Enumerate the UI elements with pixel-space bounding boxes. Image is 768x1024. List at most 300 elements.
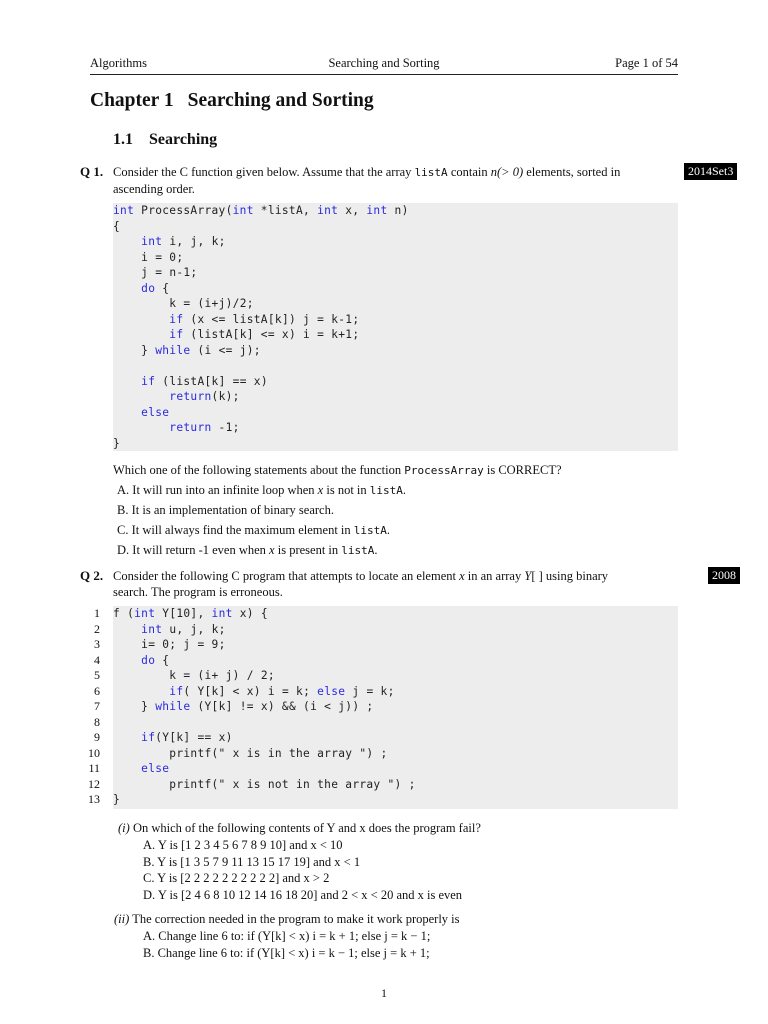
code-token	[113, 747, 169, 760]
code-line	[113, 234, 226, 250]
code-token: [	[211, 700, 219, 713]
line-number: 3	[94, 637, 100, 651]
code-token: ,	[176, 235, 191, 248]
code-token: k	[296, 684, 304, 698]
option-text: It will run into an infinite loop when	[132, 483, 318, 497]
q2-intro-text-a: Consider the following C program that attempts to locate an element	[113, 569, 460, 583]
code-token	[113, 406, 141, 419]
code-token: Y	[162, 607, 170, 620]
code-token: [	[169, 731, 177, 744]
code-token: )	[288, 328, 304, 341]
header-center: Searching and Sorting	[328, 56, 440, 70]
option-letter: A.	[143, 929, 159, 943]
code-token: ,	[197, 235, 212, 248]
code-token: printf	[169, 746, 212, 760]
code-token: k	[331, 328, 339, 341]
code-token: k	[274, 312, 282, 326]
code-keyword: do	[141, 653, 156, 667]
code-line	[113, 312, 359, 328]
code-keyword: if	[169, 684, 184, 698]
code-token: =	[359, 684, 381, 698]
code-line	[113, 327, 359, 343]
code-token: x	[218, 731, 226, 744]
code-token: i	[141, 250, 149, 264]
code-line	[113, 296, 254, 312]
code-token: ") ;	[352, 746, 388, 760]
code-token	[289, 778, 296, 791]
code-token: listA	[197, 328, 233, 341]
code-token: is	[246, 746, 261, 760]
option-code: listA	[369, 484, 403, 497]
option-letter: B.	[117, 503, 132, 517]
q2-intro-math-y: Y	[524, 569, 532, 583]
code-token: )	[260, 374, 268, 388]
code-token	[113, 654, 141, 667]
chapter-number: Chapter 1	[90, 90, 174, 111]
code-token: j	[303, 312, 311, 326]
code-token: x	[239, 607, 247, 620]
code-token: i	[204, 669, 212, 682]
code-token: = (	[176, 297, 205, 310]
code-token	[240, 747, 247, 760]
code-line	[113, 436, 120, 452]
code-token	[113, 421, 169, 434]
code-token: ;	[218, 235, 226, 248]
code-line	[113, 389, 240, 405]
option-text: .	[402, 483, 407, 497]
line-number: 5	[94, 668, 100, 682]
code-keyword: int	[317, 204, 339, 217]
code-token: array	[345, 777, 381, 791]
q1-intro-math: n(> 0)	[490, 165, 524, 179]
code-token: = 0;	[148, 638, 184, 651]
code-token: ) && (	[267, 700, 311, 713]
option-text: It is an implementation of binary search.	[131, 503, 334, 517]
code-token: }	[113, 436, 121, 450]
code-token: )) ;	[345, 700, 374, 713]
code-token	[233, 607, 240, 620]
code-keyword: while	[155, 343, 191, 357]
question-1-prompt	[113, 462, 679, 479]
code-line	[113, 792, 120, 808]
code-line	[113, 374, 268, 390]
code-token: listA	[232, 312, 268, 326]
code-line	[113, 668, 275, 684]
code-line	[113, 343, 261, 359]
code-token: k	[211, 684, 219, 698]
code-token: ])	[281, 312, 304, 326]
option-letter: A.	[143, 838, 158, 852]
option-letter: B.	[143, 945, 158, 960]
question-1-year-tag: 2014Set3	[684, 163, 737, 180]
question-1-label: Q 1.	[80, 164, 104, 179]
question-1-code-block	[113, 203, 678, 451]
code-token	[261, 747, 268, 760]
code-token: ] !=	[225, 700, 261, 713]
code-token: <	[317, 700, 339, 713]
option-text: is present in	[274, 543, 342, 557]
option-letter: D.	[117, 543, 133, 557]
code-line	[113, 761, 169, 777]
code-token	[113, 235, 141, 248]
code-token: )	[225, 731, 233, 744]
code-keyword: int	[366, 204, 388, 217]
q2-intro-text-c: [ ] using binary	[531, 569, 609, 583]
code-token: j	[352, 684, 360, 698]
code-token: n	[394, 204, 402, 217]
code-token: {	[155, 281, 170, 295]
code-token: (	[183, 312, 198, 326]
code-line	[113, 684, 395, 700]
chapter-name: Searching and Sorting	[187, 90, 374, 111]
code-token: ,	[352, 204, 367, 217]
question-2-intro	[113, 568, 679, 600]
code-token: Y	[162, 731, 170, 744]
code-token: <=	[204, 312, 233, 326]
question-2-sub-i	[118, 820, 481, 836]
code-token: [	[267, 312, 275, 326]
option-text: Change line 6 to: if (Y[k] < x) i = k − 1; else j = k + 1;	[157, 945, 430, 960]
code-token: x	[232, 777, 240, 791]
code-token: }	[113, 343, 156, 357]
code-token: n	[169, 266, 177, 279]
code-token: k	[218, 700, 226, 713]
code-token: j	[225, 669, 233, 682]
code-token: Y	[197, 684, 205, 698]
code-keyword: if	[141, 731, 156, 744]
code-token: k	[380, 684, 388, 698]
code-token: ] <	[218, 684, 247, 698]
line-number: 9	[94, 730, 100, 744]
code-token: (	[225, 204, 233, 217]
code-token: (	[183, 328, 198, 341]
code-token: printf	[169, 777, 212, 791]
code-token	[113, 669, 169, 682]
code-token	[113, 297, 169, 310]
code-keyword: int	[141, 235, 163, 248]
code-token: )	[401, 204, 409, 217]
code-token: not	[267, 777, 289, 791]
code-token: the	[317, 777, 339, 791]
code-token: =	[310, 328, 332, 341]
q2-intro-text-b: in an array	[464, 569, 525, 583]
code-token: j	[218, 297, 226, 310]
option-b	[117, 502, 334, 518]
code-token: ;	[218, 622, 226, 636]
code-keyword: int	[113, 204, 135, 217]
code-token: ("	[211, 746, 233, 760]
code-token: [	[204, 684, 212, 698]
code-token	[113, 375, 141, 388]
code-token: listA	[267, 204, 304, 217]
code-token: <=	[211, 343, 240, 357]
code-token: k	[211, 622, 219, 636]
line-number: 1	[94, 606, 100, 620]
code-token: -1;	[338, 312, 360, 326]
code-token: x	[253, 374, 261, 388]
code-token: ] ==	[183, 731, 219, 744]
code-token: f	[113, 607, 121, 620]
line-number: 4	[94, 652, 100, 667]
header-page-indicator: Page 1 of 54	[615, 56, 678, 70]
page-number: 1	[381, 986, 387, 1000]
option-text: .	[374, 543, 378, 557]
option-a	[117, 482, 406, 499]
code-token: is	[246, 777, 261, 791]
code-line	[113, 637, 226, 653]
code-token: *	[253, 204, 268, 217]
line-number: 6	[94, 683, 100, 698]
code-line	[113, 420, 240, 436]
q2-intro-line2: search. The program is erroneous.	[113, 585, 283, 599]
code-token: ,	[197, 622, 212, 636]
code-token: ;	[303, 684, 318, 698]
line-number: 12	[88, 776, 100, 791]
code-token: k	[169, 297, 177, 310]
line-number: 7	[94, 699, 100, 713]
code-token: i	[303, 328, 311, 341]
option-b	[143, 945, 430, 961]
code-keyword: else	[141, 762, 170, 775]
option-text: Y is [2 4 6 8 10 12 14 16 18 20] and 2 < x < 20 and x is even	[157, 887, 463, 902]
code-keyword: if	[169, 328, 184, 341]
code-token: i	[204, 343, 212, 357]
code-keyword: return	[169, 390, 212, 403]
code-keyword: if	[141, 374, 156, 388]
code-token: =	[274, 684, 297, 698]
code-keyword: if	[169, 312, 184, 326]
sub-ii-text: The correction needed in the program to make it work properly is	[132, 912, 460, 926]
code-token: i	[141, 638, 149, 651]
option-text: is not in	[323, 483, 370, 497]
section-name: Searching	[149, 131, 218, 148]
q1-prompt-code: ProcessArray	[404, 464, 484, 477]
code-keyword: while	[155, 700, 191, 713]
code-token: k	[218, 390, 226, 403]
code-token: ProcessArray	[141, 204, 226, 217]
code-token: [10],	[169, 607, 212, 620]
line-number: 10	[88, 745, 100, 760]
q1-prompt-text-b: is CORRECT?	[483, 463, 562, 477]
code-token: (	[190, 700, 205, 713]
code-token: = 0;	[148, 250, 184, 264]
option-letter: C.	[143, 871, 158, 885]
option-letter: C.	[117, 523, 132, 537]
code-token: x	[232, 746, 240, 760]
code-token: k	[211, 235, 219, 248]
q1-intro-code: listA	[414, 166, 448, 179]
code-token: Y	[204, 700, 212, 713]
option-letter: D.	[143, 887, 158, 902]
sub-i-text: On which of the following contents of Y and x does the program fail?	[132, 821, 481, 835]
code-token: ,	[176, 622, 191, 636]
code-token: j	[338, 700, 346, 713]
question-2-sub-ii	[114, 911, 460, 927]
code-token: k	[239, 328, 247, 341]
option-b	[143, 854, 360, 870]
code-line	[113, 746, 388, 762]
code-token: ) {	[246, 607, 268, 620]
code-keyword: int	[134, 607, 156, 620]
code-token	[261, 778, 268, 791]
code-token: j	[141, 266, 149, 279]
code-token: [	[204, 374, 212, 388]
code-token	[113, 313, 169, 326]
q1-intro-line2: ascending order.	[113, 182, 195, 196]
code-token: [	[232, 328, 240, 341]
code-token: k	[211, 374, 219, 388]
code-token: }	[113, 700, 156, 713]
code-token: ("	[211, 777, 233, 791]
code-token: (	[120, 607, 135, 620]
code-token: i	[169, 235, 177, 248]
code-token: );	[225, 390, 240, 403]
option-d	[117, 542, 378, 559]
code-token: k	[176, 731, 184, 744]
code-token: i	[204, 297, 212, 310]
code-token: i	[267, 684, 275, 698]
option-d	[143, 887, 462, 903]
code-token: x	[246, 684, 254, 698]
option-c	[143, 870, 329, 886]
code-token: (	[155, 731, 163, 744]
code-token	[282, 747, 289, 760]
code-token	[240, 778, 247, 791]
code-token: ") ;	[380, 777, 416, 791]
code-token: );	[246, 343, 261, 357]
code-token: k	[331, 312, 339, 326]
code-keyword: int	[211, 607, 233, 620]
chapter-title	[90, 90, 374, 112]
code-token: the	[288, 746, 311, 760]
code-keyword: return	[169, 421, 212, 434]
option-a	[143, 928, 430, 944]
q2-intro-math-x: x	[459, 569, 465, 583]
code-line	[113, 203, 409, 219]
code-token: in	[296, 777, 311, 791]
code-line	[113, 405, 169, 421]
code-token: u	[169, 622, 177, 636]
code-token	[113, 251, 141, 264]
code-token: x	[260, 700, 268, 713]
option-math: x	[269, 543, 275, 557]
q1-prompt-text-a: Which one of the following statements about the function	[113, 463, 405, 477]
code-token: )/2;	[225, 297, 254, 310]
option-text: .	[386, 523, 391, 537]
option-text: Y is [1 3 5 7 9 11 13 15 17 19] and x < 1	[157, 854, 361, 869]
code-token: +	[211, 669, 226, 682]
code-token	[113, 282, 141, 295]
code-token: i	[310, 700, 318, 713]
code-token: j	[190, 235, 198, 248]
line-number: 13	[88, 792, 100, 806]
option-text: It will always find the maximum element in	[131, 523, 354, 537]
code-token: ] <=	[246, 328, 282, 341]
code-token: ;	[387, 684, 395, 698]
code-token: j	[190, 622, 198, 636]
code-token: = (	[176, 669, 205, 682]
code-keyword: else	[141, 405, 170, 419]
option-text: Y is [1 2 3 4 5 6 7 8 9 10] and x < 10	[157, 838, 343, 852]
code-line	[113, 777, 416, 793]
code-token	[113, 638, 141, 651]
code-token	[113, 328, 169, 341]
option-text: It will return -1 even when	[132, 543, 270, 557]
code-keyword: int	[141, 622, 163, 636]
option-math: x	[317, 483, 324, 497]
question-2-code-block	[113, 606, 678, 809]
code-token	[387, 204, 394, 217]
code-token	[113, 623, 141, 636]
code-token	[113, 390, 169, 403]
question-2-label: Q 2.	[80, 568, 104, 583]
code-line	[113, 653, 169, 669]
option-text: Change line 6 to: if (Y[k] < x) i = k + 1; else j = k − 1;	[158, 929, 431, 943]
code-token: j	[183, 638, 191, 651]
code-line	[113, 699, 373, 715]
code-line	[113, 606, 268, 622]
code-token	[113, 778, 169, 791]
code-line	[113, 219, 120, 235]
line-number: 2	[94, 621, 100, 636]
line-number: 11	[88, 761, 100, 775]
code-token: ) / 2;	[232, 669, 275, 682]
code-token: ,	[303, 204, 318, 217]
code-token: x	[197, 312, 205, 326]
code-token	[113, 731, 141, 744]
code-token: = 9;	[190, 638, 226, 651]
option-a	[143, 837, 343, 853]
code-token	[113, 762, 141, 775]
header-left: Algorithms	[90, 56, 147, 70]
option-c	[117, 522, 390, 539]
option-letter: A.	[117, 483, 133, 497]
running-header	[90, 56, 678, 75]
code-token: (	[211, 390, 219, 403]
code-line	[113, 622, 226, 638]
code-token: +	[211, 297, 219, 310]
q1-intro-text-a: Consider the C function given below. Assume that the array	[113, 165, 415, 179]
section-number: 1.1	[113, 131, 133, 148]
code-token: j	[239, 343, 247, 357]
code-line	[113, 250, 183, 266]
code-token: -1;	[176, 266, 198, 279]
question-2-year-tag: 2008	[708, 567, 740, 584]
code-token: ] ==	[218, 374, 254, 388]
q1-intro-text-b: contain	[447, 165, 491, 179]
code-token: array	[317, 746, 353, 760]
code-line	[113, 730, 233, 746]
question-1-intro	[113, 164, 679, 197]
code-token: x	[345, 204, 353, 217]
code-token: -1;	[211, 421, 240, 434]
code-keyword: do	[141, 281, 156, 295]
code-token: (	[155, 374, 170, 388]
sub-i-label: (i)	[118, 821, 130, 835]
q1-intro-text-c: elements, sorted in	[523, 165, 621, 179]
code-token	[113, 266, 141, 279]
code-line	[113, 281, 169, 297]
option-code: listA	[353, 524, 387, 537]
code-token: )	[253, 684, 268, 698]
code-token: k	[169, 669, 177, 682]
code-token: listA	[169, 374, 205, 388]
code-token: =	[148, 266, 170, 279]
option-text: Y is [2 2 2 2 2 2 2 2 2 2] and x > 2	[157, 871, 330, 885]
code-token: (	[183, 684, 198, 698]
option-code: listA	[341, 544, 375, 557]
code-token: x	[281, 328, 289, 341]
